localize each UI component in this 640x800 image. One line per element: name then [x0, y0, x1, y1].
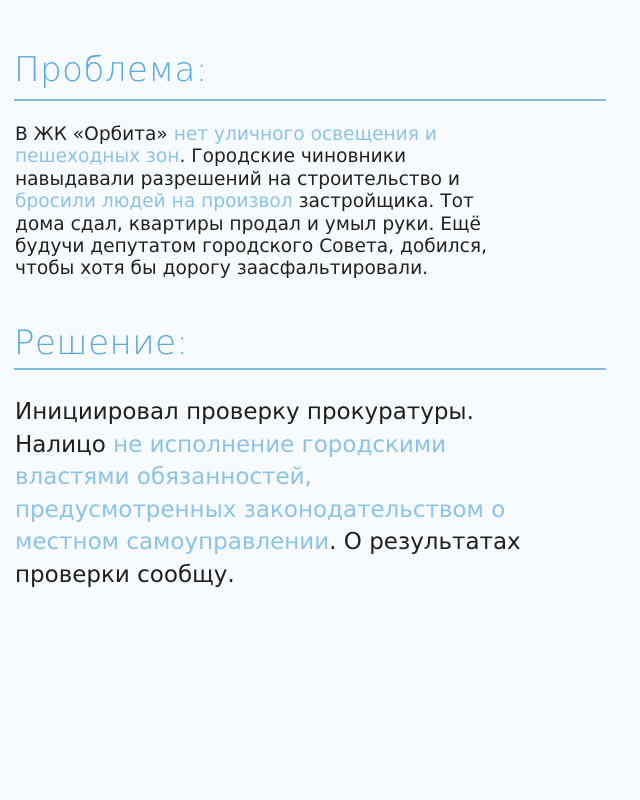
body-text: будучи депутатом городского Совета, добился,: [15, 236, 487, 258]
problem-heading: Проблема:: [14, 50, 208, 90]
text-line: [15, 396, 625, 429]
highlighted-text: нет уличного освещения и: [173, 124, 437, 145]
text-line: [15, 494, 625, 527]
body-text: проверки сообщу.: [15, 561, 235, 588]
highlighted-text: предусмотренных законодательством о: [15, 496, 506, 523]
text-line: [15, 124, 625, 146]
body-text: . Городские чиновники: [179, 146, 407, 168]
solution-heading: Решение:: [14, 323, 189, 363]
text-line: [15, 214, 625, 236]
body-text: чтобы хотя бы дорогу заасфальтировали.: [15, 258, 429, 280]
text-line: [15, 258, 625, 280]
problem-paragraph: [15, 124, 625, 281]
highlighted-text: местном самоуправлении: [15, 529, 330, 555]
solution-divider: [14, 368, 606, 370]
text-line: [15, 146, 625, 168]
text-line: [15, 461, 625, 494]
text-line: [15, 559, 625, 592]
highlighted-text: не исполнение городскими: [113, 431, 447, 458]
text-line: [15, 526, 625, 559]
body-text: В ЖК «Орбита»: [15, 124, 174, 145]
highlighted-text: пешеходных зон: [15, 146, 180, 168]
highlighted-text: бросили людей на произвол: [15, 191, 293, 213]
text-line: [15, 169, 625, 191]
body-text: . О результатах: [329, 529, 521, 555]
problem-divider: [14, 99, 606, 101]
solution-paragraph: [15, 396, 625, 591]
text-line: [15, 236, 625, 258]
body-text: застройщика. Тот: [292, 191, 474, 213]
text-line: [15, 191, 625, 213]
body-text: Налицо: [15, 431, 114, 458]
text-line: [15, 429, 625, 462]
body-text: Инициировал проверку прокуратуры.: [15, 399, 474, 425]
highlighted-text: властями обязанностей,: [15, 464, 312, 490]
body-text: навыдавали разрешений на строительство и: [15, 168, 460, 190]
body-text: дома сдал, квартиры продал и умыл руки. Ещё: [15, 213, 481, 235]
